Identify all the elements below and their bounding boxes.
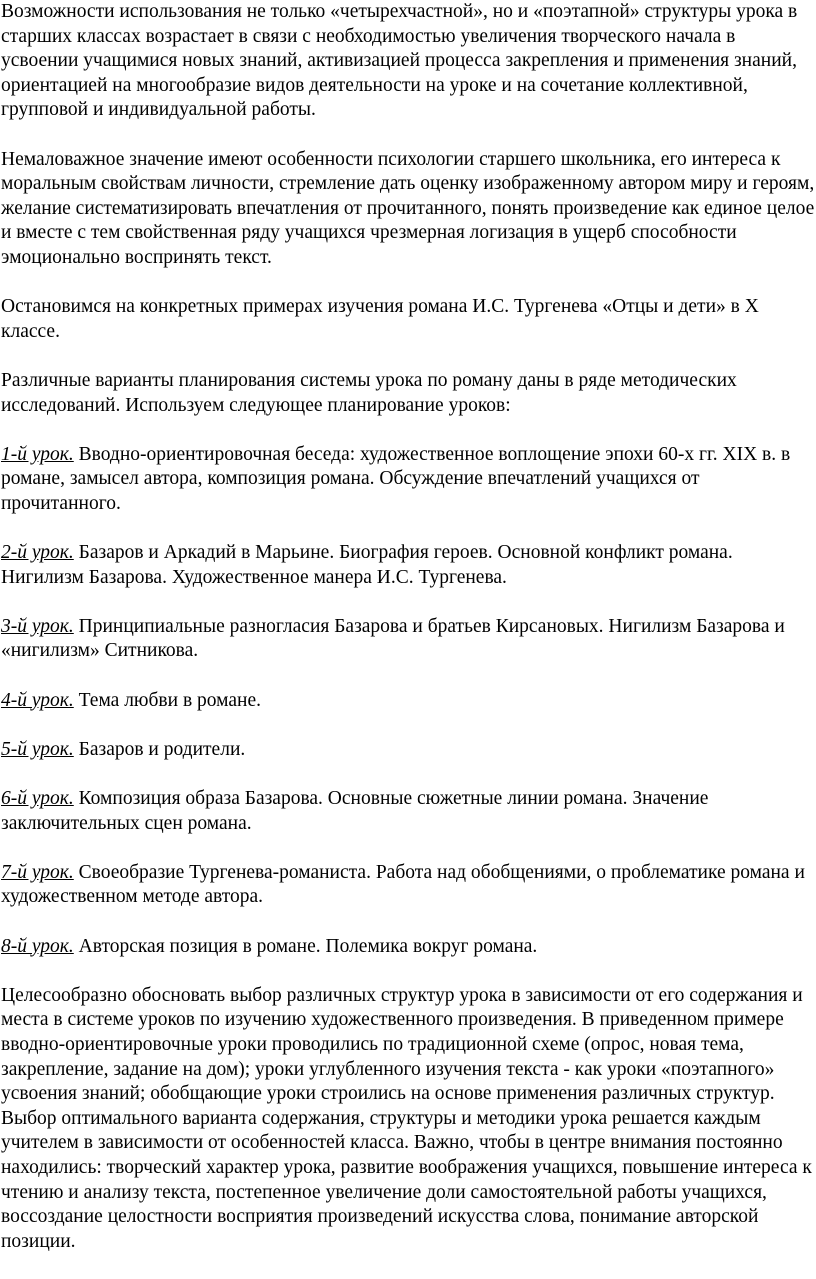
lesson-label: 4-й урок. [1,689,74,711]
paragraph-structures: Возможности использования не только «четырехчастной», но и «поэтапной» структуры урока в старших классах возрастает в связи с необходимостью увеличения творческого начала в усвоении учащимися новых знаний, активизацией процесса закрепления и применения знаний, ориентацией на многообразие видов деятельности на уроке и на сочетание коллективной, групповой и индивидуальной работы. [1,1,798,121]
lesson-text: Базаров и Аркадий в Марьине. Биография героев. Основной конфликт романа. Нигилизм Базарова. Художественное манера И.С. Тургенева. [1,542,733,588]
lesson-label: 2-й урок. [1,542,74,564]
paragraph-examples: Остановимся на конкретных примерах изучения романа И.С. Тургенева «Отцы и дети» в X классе. [1,296,759,342]
lesson-item-3 [1,615,816,664]
paragraph-psychology: Немаловажное значение имеют особенности психологии старшего школьника, его интереса к моральным свойствам личности, стремление дать оценку изображенному автором миру и героям, желание систематизировать впечатления от прочитанного, понять произведение как единое целое и вместе с тем свойственная ряду учащихся чрезмерная логизация в ущерб способности эмоционально воспринять текст. [1,148,815,268]
lesson-text: Композиция образа Базарова. Основные сюжетные линии романа. Значение заключительных сцен романа. [1,788,709,834]
lesson-item-6 [1,787,816,836]
lesson-text: Тема любви в романе. [73,689,261,711]
lesson-text: Принципиальные разногласия Базарова и братьев Кирсановых. Нигилизм Базарова и «нигилизм» Ситникова. [1,615,785,662]
lesson-text: Своеобразие Тургенева-романиста. Работа над обобщениями, о проблематике романа и художественном методе автора. [1,861,805,908]
lesson-label: 6-й урок. [1,788,74,809]
paragraph-conclusion: Целесообразно обосновать выбор различных структур урока в зависимости от его содержания и места в системе уроков по изучению художественного произведения. В приведенном примере вводно-ориентировочные уроки проводились по традиционной схеме (опрос, новая тема, закрепление, задание на дом); уроки углубленного изучения текста - как уроки «поэтапного» усвоения знаний; обобщающие уроки строились на основе применения различных структур. Выбор оптимального варианта содержания, структуры и методики урока решается каждым учителем в зависимости от особенностей класса. Важно, чтобы в центре внимания постоянно находились: творческий характер урока, развитие воображения учащихся, повышение интереса к чтению и анализу текста, постепенное увеличение доли самостоятельной работы учащихся, воссоздание целостности восприятия произведений искусства слова, понимание авторской позиции. [1,984,812,1252]
lesson-text: Авторская позиция в романе. Полемика вокруг романа. [73,935,538,957]
lesson-text: Вводно-ориентировочная беседа: художественное воплощение эпохи 60-х гг. XIX в. в романе, замысел автора, композиция романа. Обсуждение впечатлений учащихся от прочитанного. [1,443,791,514]
lesson-item-5 [1,738,816,763]
lesson-item-1 [1,443,816,517]
lesson-label: 8-й урок. [1,935,74,957]
lesson-text: Базаров и родители. [73,738,246,760]
lesson-item-4 [1,689,816,714]
lesson-item-2 [1,541,816,590]
lesson-label: 3-й урок. [1,615,74,637]
lesson-item-7 [1,861,816,910]
lesson-label: 5-й урок. [1,738,74,760]
paragraph-planning: Различные варианты планирования системы урока по роману даны в ряде методических исследований. Используем следующее планирование уроков: [1,369,737,416]
lesson-item-8 [1,935,816,960]
lesson-label: 7-й урок. [1,861,74,883]
lesson-label: 1-й урок. [1,443,74,465]
